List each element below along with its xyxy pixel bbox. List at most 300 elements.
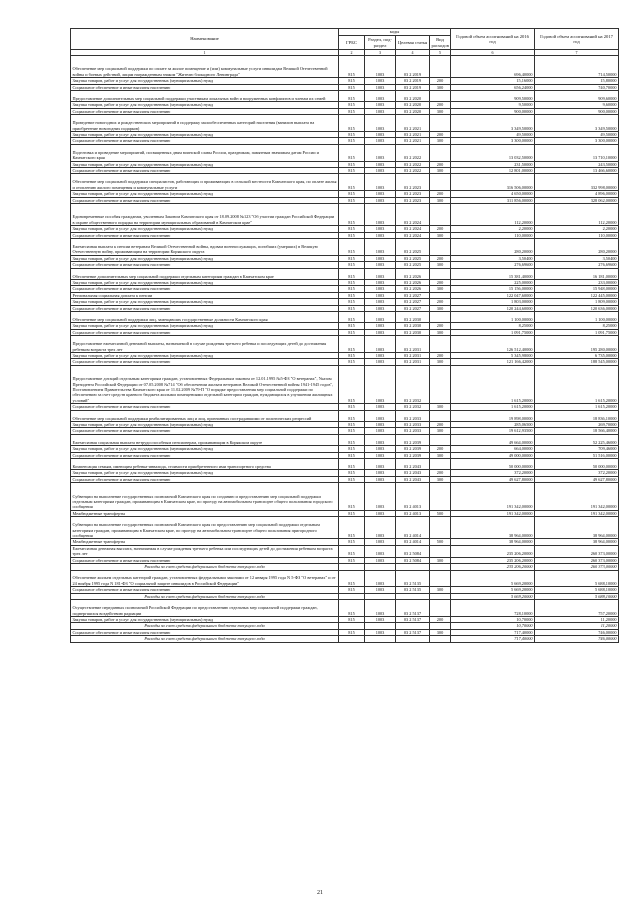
row-csr-cell: 03 2 4014 xyxy=(396,517,430,539)
row-grbs-cell: 815 xyxy=(339,299,365,305)
row-grbs-cell: 815 xyxy=(339,616,365,622)
row-csr-cell: 03 2 2025 xyxy=(396,262,430,268)
row-name-cell: Социальное обеспечение и иные выплаты населению xyxy=(71,629,339,635)
row-razdel-cell: 1003 xyxy=(365,539,396,545)
row-vr-cell: 200 xyxy=(430,299,451,305)
row-razdel-cell: 1003 xyxy=(365,197,396,203)
row-name-cell: Ежемесячная социальная выплата нетрудоспособным пенсионерам, проживающим в Корякском округе xyxy=(71,434,339,445)
row-vr-cell: 300 xyxy=(430,286,451,292)
row-name-cell: Социальное обеспечение и иные выплаты населению xyxy=(71,428,339,434)
row-razdel-cell: 1003 xyxy=(365,305,396,311)
row-2017-cell: 1 809,00000 xyxy=(535,299,619,305)
row-vr-cell xyxy=(430,336,451,353)
row-2017-cell: 38 964,00000 xyxy=(535,539,619,545)
row-2016-cell: 3,50400 xyxy=(451,255,535,261)
row-2017-cell: 5 688,10000 xyxy=(535,570,619,587)
row-csr-cell: 03 2 2043 xyxy=(396,470,430,476)
row-vr-cell: 200 xyxy=(430,470,451,476)
header-vr: Вид расходов xyxy=(431,37,449,48)
row-razdel-cell: 1003 xyxy=(365,268,396,279)
row-razdel-cell: 1003 xyxy=(365,323,396,329)
row-2016-cell: 316 506,00000 xyxy=(451,174,535,191)
row-2017-cell: 1 615,20000 xyxy=(535,404,619,410)
row-name-cell: Социальное обеспечение и иные выплаты населению xyxy=(71,108,339,114)
row-2016-cell: 1 615,20000 xyxy=(451,365,535,403)
row-2016-cell: 49,50000 xyxy=(451,132,535,138)
row-csr-cell: 03 2 2027 xyxy=(396,305,430,311)
row-razdel-cell: 1003 xyxy=(365,102,396,108)
table-row xyxy=(71,91,619,102)
row-razdel-cell: 1003 xyxy=(365,510,396,516)
row-csr-cell: 03 2 5137 xyxy=(396,616,430,622)
row-razdel-cell: 1003 xyxy=(365,557,396,563)
row-2017-cell: 276,69600 xyxy=(535,262,619,268)
row-razdel-cell: 1003 xyxy=(365,353,396,359)
table-row xyxy=(71,545,619,557)
row-name-cell: Субвенции на выполнение государственных полномочий Камчатского края по созданию и предоставлению мер социальной поддержки отдельным категориям граждан, проживающим в Камчатском крае, по проезду на автомобильном транспорте общего пользования городского сообщения xyxy=(71,483,339,511)
row-grbs-cell: 815 xyxy=(339,470,365,476)
row-name-cell: Закупка товаров, работ и услуг для государственных (муниципальных) нужд xyxy=(71,470,339,476)
row-name-cell: Социальное обеспечение и иные выплаты населению xyxy=(71,329,339,335)
row-name-cell: Межбюджетные трансферты xyxy=(71,510,339,516)
row-name-cell: Социальное обеспечение и иные выплаты населению xyxy=(71,557,339,563)
row-2017-cell: 2,20000 xyxy=(535,226,619,232)
row-name-cell: Закупка товаров, работ и услуг для государственных (муниципальных) нужд xyxy=(71,102,339,108)
row-vr-cell: 300 xyxy=(430,587,451,593)
row-2017-cell: 112,20000 xyxy=(535,204,619,226)
row-2017-cell: 4 896,00000 xyxy=(535,191,619,197)
table-row xyxy=(71,268,619,279)
row-2016-cell: 1 091,75000 xyxy=(451,329,535,335)
row-2017-cell: 18 836,10000 xyxy=(535,410,619,421)
row-vr-cell xyxy=(430,483,451,511)
row-2016-cell: 5 669,20000 xyxy=(451,593,535,599)
row-2016-cell: 19 612,93500 xyxy=(451,428,535,434)
row-2016-cell: 38 964,00000 xyxy=(451,539,535,545)
row-csr-cell: 03 2 2024 xyxy=(396,226,430,232)
row-2016-cell: 49 000,00000 xyxy=(451,452,535,458)
row-csr-cell: 03 2 2039 xyxy=(396,434,430,445)
row-grbs-cell: 815 xyxy=(339,446,365,452)
row-2016-cell: 311 856,00000 xyxy=(451,197,535,203)
row-grbs-cell: 815 xyxy=(339,108,365,114)
row-2017-cell: 18 566,40000 xyxy=(535,428,619,434)
row-vr-cell xyxy=(430,56,451,78)
row-vr-cell: 200 xyxy=(430,255,451,261)
row-razdel-cell: 1003 xyxy=(365,476,396,482)
index-cell: 7 xyxy=(535,50,619,56)
row-vr-cell xyxy=(430,636,451,642)
row-csr-cell: 03 2 2033 xyxy=(396,422,430,428)
row-csr-cell: 03 2 2022 xyxy=(396,168,430,174)
row-name-cell: Закупка товаров, работ и услуг для государственных (муниципальных) нужд xyxy=(71,226,339,232)
row-2017-cell: 1 100,00000 xyxy=(535,312,619,323)
row-vr-cell xyxy=(430,239,451,256)
row-name-cell: Предоставление дотаций отдельным категориям граждан, установленных Федеральным законом от 12.01.1995 №5-ФЗ "О ветеранах", Указом Президента Российской Федерации от 07.05.2008 №714 "Об обеспечении жильем ветеранов Великой Отечественной войны 1941-1945 годов", Постановлением Правительства Камчатского края от 11.02.2009 №79-П "О порядке предоставления мер социальной поддержки по обеспечению за счет средств краевого бюджета жилыми помещениями отдельной категории граждан, нуждающихся в улучшении жилищных условий" xyxy=(71,365,339,403)
table-row xyxy=(71,365,619,403)
row-vr-cell: 200 xyxy=(430,226,451,232)
row-2016-cell: 120 244,60000 xyxy=(451,305,535,311)
row-razdel-cell: 1003 xyxy=(365,174,396,191)
row-razdel-cell: 1003 xyxy=(365,359,396,365)
row-csr-cell: 03 2 2021 xyxy=(396,132,430,138)
row-razdel-cell: 1003 xyxy=(365,144,396,161)
row-razdel-cell: 1003 xyxy=(365,404,396,410)
row-csr-cell: 03 2 2020 xyxy=(396,102,430,108)
table-row xyxy=(71,570,619,587)
row-vr-cell xyxy=(430,545,451,557)
row-grbs-cell: 815 xyxy=(339,268,365,279)
row-2017-cell: 757,20000 xyxy=(535,600,619,617)
header-2016: Годовой объем ассигнований на 2016 год xyxy=(451,29,535,50)
row-grbs-cell: 815 xyxy=(339,132,365,138)
row-csr-cell: 03 2 2033 xyxy=(396,410,430,421)
row-razdel-cell: 1003 xyxy=(365,91,396,102)
row-2016-cell: 2,20000 xyxy=(451,226,535,232)
row-grbs-cell: 815 xyxy=(339,323,365,329)
row-2017-cell: 11,20000 xyxy=(535,623,619,629)
row-name-cell: Закупка товаров, работ и услуг для государственных (муниципальных) нужд xyxy=(71,132,339,138)
row-2016-cell: 664,00000 xyxy=(451,446,535,452)
row-2017-cell: 233,00000 xyxy=(535,280,619,286)
row-csr-cell: 03 2 2022 xyxy=(396,161,430,167)
row-razdel-cell: 1003 xyxy=(365,226,396,232)
row-csr-cell: 03 2 2026 xyxy=(396,286,430,292)
row-2016-cell: 909,50000 xyxy=(451,91,535,102)
row-razdel-cell: 1003 xyxy=(365,299,396,305)
row-2017-cell: 709,46000 xyxy=(535,446,619,452)
row-razdel-cell: 1003 xyxy=(365,292,396,298)
row-name-cell: Компенсация семьям, имеющим ребенка-инвалида, стоимости приобретенного ими транспортного средства xyxy=(71,459,339,470)
row-csr-cell: 03 2 2031 xyxy=(396,336,430,353)
row-name-cell: Субвенции на выполнение государственных полномочий Камчатского края по предоставлению мер социальной поддержки отдельным категориям граждан, проживающим в Камчатском крае, по проезду на автомобильном транспорте общего пользования пригородного сообщения xyxy=(71,517,339,539)
row-razdel-cell: 1003 xyxy=(365,56,396,78)
row-razdel-cell: 1003 xyxy=(365,108,396,114)
table-row xyxy=(71,239,619,256)
row-csr-cell: 03 2 2030 xyxy=(396,323,430,329)
row-name-cell: Социальное обеспечение и иные выплаты населению xyxy=(71,84,339,90)
row-2017-cell: 51 516,00000 xyxy=(535,452,619,458)
row-name-cell: Обеспечение мер социальной поддержки реабилитированных лиц и лиц, признанных пострадавшими от политических репрессий xyxy=(71,410,339,421)
row-name-cell: Региональная социальная доплата к пенсии xyxy=(71,292,339,298)
row-vr-cell: 300 xyxy=(430,168,451,174)
row-csr-cell: 03 2 2019 xyxy=(396,78,430,84)
row-2017-cell: 714,50000 xyxy=(535,56,619,78)
row-grbs-cell: 815 xyxy=(339,84,365,90)
row-razdel-cell: 1003 xyxy=(365,286,396,292)
row-name-cell: Закупка товаров, работ и услуг для государственных (муниципальных) нужд xyxy=(71,255,339,261)
row-vr-cell: 300 xyxy=(430,404,451,410)
row-2016-cell: 10,70000 xyxy=(451,623,535,629)
row-name-cell: Закупка товаров, работ и услуг для государственных (муниципальных) нужд xyxy=(71,422,339,428)
row-2017-cell: 110,00000 xyxy=(535,232,619,238)
row-razdel-cell: 1003 xyxy=(365,587,396,593)
row-name-cell: Проведение новогодних и рождественских мероприятий в поддержку малообеспеченных категорий населения (ванилин выплата на приобретение новогодних подарков) xyxy=(71,115,339,132)
table-row xyxy=(71,483,619,511)
row-csr-cell: 03 2 2039 xyxy=(396,452,430,458)
index-cell: 6 xyxy=(451,50,535,56)
row-csr-cell: 03 2 2019 xyxy=(396,56,430,78)
row-razdel-cell: 1003 xyxy=(365,452,396,458)
row-2016-cell: 50 000,00000 xyxy=(451,459,535,470)
row-2017-cell: 5 688,10000 xyxy=(535,587,619,593)
row-vr-cell: 300 xyxy=(430,305,451,311)
row-razdel-cell: 1003 xyxy=(365,239,396,256)
row-2016-cell: 12 801,00000 xyxy=(451,168,535,174)
row-2016-cell: 122 047,60000 xyxy=(451,292,535,298)
row-razdel-cell: 1003 xyxy=(365,132,396,138)
row-name-cell: Закупка товаров, работ и услуг для государственных (муниципальных) нужд xyxy=(71,191,339,197)
row-2017-cell: 13 466,60000 xyxy=(535,168,619,174)
row-name-cell: Межбюджетные трансферты xyxy=(71,539,339,545)
row-grbs-cell: 815 xyxy=(339,517,365,539)
row-vr-cell xyxy=(430,517,451,539)
row-razdel-cell: 1003 xyxy=(365,410,396,421)
row-2016-cell: 5 345,98000 xyxy=(451,353,535,359)
row-csr-cell: 03 2 2020 xyxy=(396,108,430,114)
row-grbs-cell: 815 xyxy=(339,629,365,635)
row-name-cell: Единовременные пособия гражданам, уволенным Законом Камчатского края от 18.09.2008 №123 "Об участии граждан Российской Федерации в охране общественного порядка на территории муниципальных образований в Камчатском крае" xyxy=(71,204,339,226)
row-name-cell: Социальное обеспечение и иные выплаты населению xyxy=(71,404,339,410)
row-grbs-cell: 815 xyxy=(339,91,365,102)
row-name-cell: Обеспечение мер социальной поддержки специалистов, работающих и проживающих в сельской местности Камчатского края, по оплате жилья и отоплению жилого помещения и коммунальные услуги xyxy=(71,174,339,191)
row-name-cell: Расходы за счет средств федерального бюджета текущего года xyxy=(71,623,339,629)
table-row xyxy=(71,312,619,323)
row-grbs-cell: 815 xyxy=(339,255,365,261)
row-2016-cell: 9,50000 xyxy=(451,102,535,108)
row-name-cell: Закупка товаров, работ и услуг для государственных (муниципальных) нужд xyxy=(71,78,339,84)
header-grbs: ГРБС xyxy=(339,36,365,50)
row-razdel-cell: 1003 xyxy=(365,312,396,323)
row-grbs-cell: 815 xyxy=(339,115,365,132)
row-2017-cell: 49 627,80000 xyxy=(535,476,619,482)
row-razdel-cell: 1003 xyxy=(365,616,396,622)
row-grbs-cell: 815 xyxy=(339,312,365,323)
row-csr-cell: 03 2 2024 xyxy=(396,232,430,238)
row-2017-cell: 11,20000 xyxy=(535,616,619,622)
row-vr-cell: 200 xyxy=(430,353,451,359)
row-razdel-cell: 1003 xyxy=(365,365,396,403)
row-2016-cell: 5 669,20000 xyxy=(451,587,535,593)
table-row xyxy=(71,174,619,191)
row-vr-cell xyxy=(430,144,451,161)
row-2017-cell: 269,70000 xyxy=(535,422,619,428)
row-name-cell: Социальное обеспечение и иные выплаты населению xyxy=(71,232,339,238)
row-razdel-cell: 1003 xyxy=(365,459,396,470)
row-2016-cell: 235 206,20000 xyxy=(451,545,535,557)
row-grbs-cell: 815 xyxy=(339,191,365,197)
row-grbs-cell: 815 xyxy=(339,359,365,365)
row-name-cell: Закупка товаров, работ и услуг для государственных (муниципальных) нужд xyxy=(71,616,339,622)
row-2017-cell: 5 688,10000 xyxy=(535,593,619,599)
row-grbs-cell: 815 xyxy=(339,174,365,191)
row-csr-cell: 03 2 2030 xyxy=(396,329,430,335)
row-vr-cell: 300 xyxy=(430,232,451,238)
row-2017-cell: 195 280,00000 xyxy=(535,336,619,353)
row-vr-cell: 200 xyxy=(430,161,451,167)
row-name-cell: Закупка товаров, работ и услуг для государственных (муниципальных) нужд xyxy=(71,280,339,286)
row-2017-cell: 50 000,00000 xyxy=(535,459,619,470)
row-grbs-cell: 815 xyxy=(339,459,365,470)
row-grbs-cell: 815 xyxy=(339,168,365,174)
row-csr-cell: 03 2 2043 xyxy=(396,476,430,482)
row-2016-cell: 49 627,80000 xyxy=(451,476,535,482)
row-grbs-cell: 815 xyxy=(339,483,365,511)
row-2017-cell: 38 964,00000 xyxy=(535,517,619,539)
table-row xyxy=(71,144,619,161)
row-2017-cell: 746,00000 xyxy=(535,636,619,642)
row-csr-cell: 03 2 5137 xyxy=(396,600,430,617)
row-vr-cell xyxy=(430,268,451,279)
row-2016-cell: 225,00000 xyxy=(451,280,535,286)
row-2017-cell: 9,60000 xyxy=(535,102,619,108)
row-2017-cell: 1 615,20000 xyxy=(535,365,619,403)
row-2016-cell: 15 156,00000 xyxy=(451,286,535,292)
row-2017-cell: 15 948,00000 xyxy=(535,286,619,292)
row-grbs-cell: 815 xyxy=(339,204,365,226)
row-2016-cell: 4 650,00000 xyxy=(451,191,535,197)
row-grbs-cell: 815 xyxy=(339,600,365,617)
row-csr-cell: 03 2 2020 xyxy=(396,91,430,102)
row-razdel-cell: 1003 xyxy=(365,191,396,197)
row-razdel-cell: 1003 xyxy=(365,483,396,511)
row-2016-cell: 3 349,50000 xyxy=(451,115,535,132)
row-name-cell: Подготовка и проведение мероприятий, посвященных дням воинской славы России, праздникам, памятным значимым датам России и Камчатского края xyxy=(71,144,339,161)
row-2016-cell: 13 032,50000 xyxy=(451,144,535,161)
row-csr-cell: 03 2 4013 xyxy=(396,483,430,511)
row-grbs-cell: 815 xyxy=(339,428,365,434)
row-vr-cell: 300 xyxy=(430,557,451,563)
row-razdel-cell: 1003 xyxy=(365,517,396,539)
row-csr-cell: 03 2 2023 xyxy=(396,197,430,203)
row-2016-cell: 235 206,20000 xyxy=(451,557,535,563)
row-2016-cell: 8,25000 xyxy=(451,323,535,329)
row-vr-cell: 200 xyxy=(430,280,451,286)
row-vr-cell: 300 xyxy=(430,629,451,635)
row-2017-cell: 243,50000 xyxy=(535,161,619,167)
row-vr-cell xyxy=(430,91,451,102)
row-name-cell: Расходы за счет средств федерального бюджета текущего года xyxy=(71,593,339,599)
row-2017-cell: 372,20000 xyxy=(535,470,619,476)
row-name-cell: Обеспечение дополнительных мер социальной поддержки отдельным категориям граждан в Камчатском крае xyxy=(71,268,339,279)
row-2017-cell: 16 181,00000 xyxy=(535,268,619,279)
row-grbs-cell xyxy=(339,636,365,642)
row-2017-cell: 120 636,00000 xyxy=(535,305,619,311)
row-name-cell: Социальное обеспечение и иные выплаты населению xyxy=(71,476,339,482)
row-razdel-cell: 1003 xyxy=(365,600,396,617)
row-vr-cell xyxy=(430,459,451,470)
row-vr-cell: 200 xyxy=(430,323,451,329)
row-grbs-cell: 815 xyxy=(339,232,365,238)
row-2017-cell: 13 710,10000 xyxy=(535,144,619,161)
row-name-cell: Социальное обеспечение и иные выплаты населению xyxy=(71,262,339,268)
row-grbs-cell: 815 xyxy=(339,365,365,403)
row-2016-cell: 276,69600 xyxy=(451,262,535,268)
row-csr-cell xyxy=(396,636,430,642)
row-vr-cell xyxy=(430,570,451,587)
table-row xyxy=(71,410,619,421)
row-name-cell: Предоставление дополнительных мер социальной поддержки участникам локальных войн и вооруженных конфликтов и членам их семей xyxy=(71,91,339,102)
row-name-cell: Закупка товаров, работ и услуг для государственных (муниципальных) нужд xyxy=(71,161,339,167)
row-razdel-cell: 1003 xyxy=(365,329,396,335)
row-vr-cell: 300 xyxy=(430,197,451,203)
row-2017-cell: 909,60000 xyxy=(535,91,619,102)
row-grbs-cell: 815 xyxy=(339,286,365,292)
row-2017-cell: 3,50400 xyxy=(535,255,619,261)
row-vr-cell xyxy=(430,204,451,226)
table-row xyxy=(71,56,619,78)
row-grbs-cell: 815 xyxy=(339,329,365,335)
row-csr-cell: 03 2 2025 xyxy=(396,255,430,261)
row-razdel-cell: 1003 xyxy=(365,336,396,353)
row-grbs-cell: 815 xyxy=(339,422,365,428)
row-vr-cell: 300 xyxy=(430,359,451,365)
page-number: 21 xyxy=(317,890,323,896)
row-name-cell: Предоставление ежемесячной денежной выплаты, назначаемой в случае рождения третьего ребенка и последующих детей до достижения ребенком возраста трех лет xyxy=(71,336,339,353)
index-cell: 3 xyxy=(365,50,396,56)
header-name: Наименование xyxy=(71,29,339,50)
row-name-cell: Ежемесячная выплата к пенсии ветеранам Великой Отечественной войны, вдовам военнослужащих, погибших (умерших) в Великую Отечественную войну, проживающим на территории Корякского округа xyxy=(71,239,339,256)
row-vr-cell: 300 xyxy=(430,428,451,434)
row-name-cell: Социальное обеспечение и иные выплаты населению xyxy=(71,305,339,311)
row-2017-cell: 3 300,00000 xyxy=(535,138,619,144)
row-vr-cell: 200 xyxy=(430,78,451,84)
table-row xyxy=(71,204,619,226)
row-2017-cell: 8,25000 xyxy=(535,323,619,329)
row-grbs-cell: 815 xyxy=(339,262,365,268)
row-2016-cell: 49 664,00000 xyxy=(451,434,535,445)
row-grbs-cell: 815 xyxy=(339,144,365,161)
row-csr-cell: 03 2 2023 xyxy=(396,191,430,197)
row-2017-cell: 49,50000 xyxy=(535,132,619,138)
row-razdel-cell xyxy=(365,636,396,642)
row-csr-cell: 03 2 2021 xyxy=(396,138,430,144)
row-razdel-cell: 1003 xyxy=(365,629,396,635)
row-grbs-cell: 815 xyxy=(339,587,365,593)
row-csr-cell: 03 2 2019 xyxy=(396,84,430,90)
row-csr-cell: 03 2 5137 xyxy=(396,629,430,635)
table-row xyxy=(71,517,619,539)
row-2016-cell: 191 342,00000 xyxy=(451,483,535,511)
row-vr-cell: 300 xyxy=(430,262,451,268)
row-csr-cell: 03 2 2026 xyxy=(396,280,430,286)
row-2016-cell: 728,10000 xyxy=(451,600,535,617)
row-2017-cell: 900,00000 xyxy=(535,108,619,114)
row-2017-cell: 1 091,75000 xyxy=(535,329,619,335)
row-vr-cell: 300 xyxy=(430,84,451,90)
row-razdel-cell: 1003 xyxy=(365,428,396,434)
row-csr-cell: 03 2 5135 xyxy=(396,570,430,587)
row-vr-cell: 200 xyxy=(430,132,451,138)
row-grbs-cell: 815 xyxy=(339,570,365,587)
row-grbs-cell: 815 xyxy=(339,239,365,256)
row-vr-cell xyxy=(430,312,451,323)
row-2016-cell: 372,20000 xyxy=(451,470,535,476)
row-name-cell: Обеспечение жильем отдельных категорий граждан, установленных федеральными законами от 12 января 1995 года N 5-ФЗ "О ветеранах" и от 24 ноября 1995 года N 181-ФЗ "О социальной защите инвалидов в Российской Федерации" xyxy=(71,570,339,587)
row-csr-cell: 03 2 2039 xyxy=(396,446,430,452)
row-razdel-cell: 1003 xyxy=(365,161,396,167)
row-csr-cell: 03 2 2027 xyxy=(396,299,430,305)
row-vr-cell xyxy=(430,410,451,421)
row-vr-cell: 200 xyxy=(430,191,451,197)
row-csr-cell: 03 2 2023 xyxy=(396,174,430,191)
index-cell: 4 xyxy=(396,50,430,56)
row-name-cell: Закупка товаров, работ и услуг для государственных (муниципальных) нужд xyxy=(71,299,339,305)
row-2017-cell: 740,70000 xyxy=(535,84,619,90)
row-csr-cell: 03 2 2043 xyxy=(396,459,430,470)
row-2017-cell: 122 445,00000 xyxy=(535,292,619,298)
document-page xyxy=(70,28,618,643)
